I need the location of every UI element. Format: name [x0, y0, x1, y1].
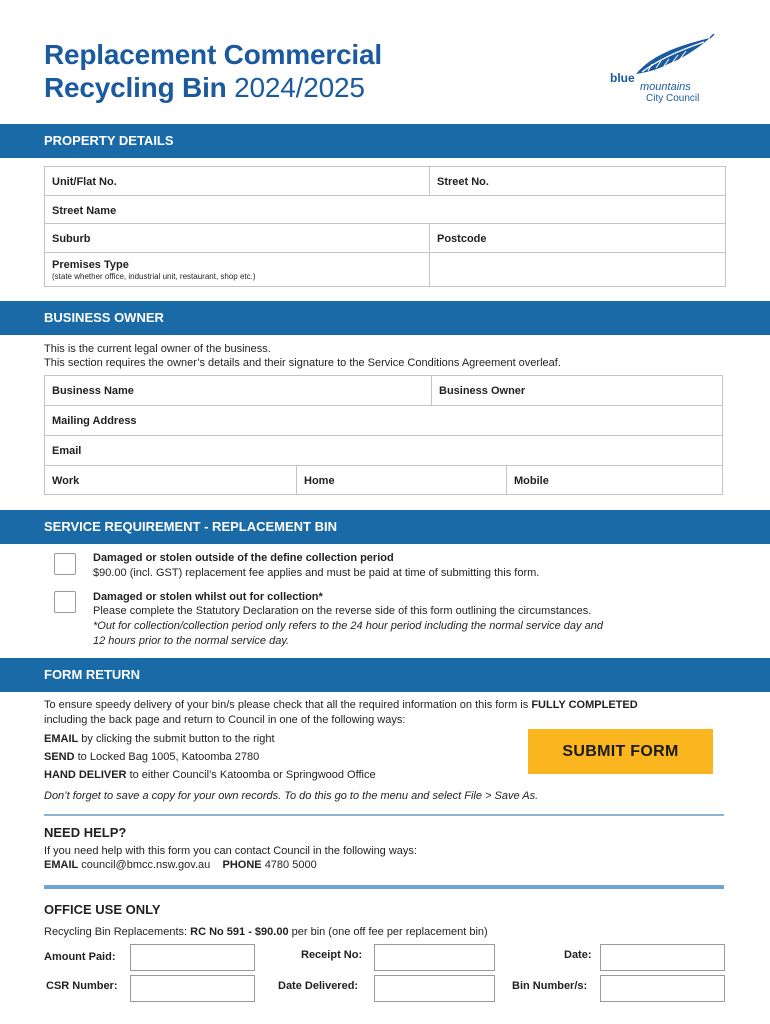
property-details-table [44, 166, 726, 287]
premises-type-hint: (state whether office, industrial unit, restaurant, shop etc.) [52, 272, 256, 281]
return-intro-2: including the back page and return to Council in one of the following ways: [44, 714, 406, 726]
receipt-no-input[interactable] [374, 944, 495, 971]
return-hand-text: to either Council’s Katoomba or Springwood Office [126, 769, 376, 781]
fee-post: per bin (one off fee per replacement bin) [288, 926, 488, 938]
home-label: Home [304, 475, 335, 487]
work-phone-field[interactable] [45, 466, 297, 495]
street-name-label: Street Name [52, 205, 117, 217]
home-phone-field[interactable] [297, 466, 507, 495]
help-intro: If you need help with this form you can contact Council in the following ways: [44, 845, 417, 857]
business-name-label: Business Name [52, 385, 134, 397]
business-owner-heading: BUSINESS OWNER [0, 301, 770, 335]
option-1-desc: $90.00 (incl. GST) replacement fee applies and must be paid at time of submitting this form. [93, 567, 540, 579]
business-name-field[interactable] [45, 376, 432, 406]
return-hand-line [44, 768, 376, 783]
business-owner-label: Business Owner [439, 385, 526, 397]
owner-intro-2: This section requires the owner’s details and their signature to the Service Conditions Agreement overleaf. [44, 357, 561, 369]
postcode-field[interactable] [430, 224, 726, 253]
property-details-heading: PROPERTY DETAILS [0, 124, 770, 158]
return-email-label: EMAIL [44, 733, 79, 745]
suburb-field[interactable] [45, 224, 430, 253]
submit-form-button[interactable]: SUBMIT FORM [528, 729, 713, 774]
service-requirement-heading: SERVICE REQUIREMENT - REPLACEMENT BIN [0, 510, 770, 544]
return-email-line [44, 732, 275, 747]
damaged-during-collection-checkbox[interactable] [54, 591, 76, 613]
logo-word-mountains: mountains [640, 81, 691, 93]
street-no-label: Street No. [437, 176, 489, 188]
damaged-outside-period-checkbox[interactable] [54, 553, 76, 575]
help-email-value[interactable]: council@bmcc.nsw.gov.au [81, 859, 211, 871]
return-send-text: to Locked Bag 1005, Katoomba 2780 [74, 751, 260, 763]
title-line-1: Replacement Commercial [44, 39, 382, 70]
return-hand-label: HAND DELIVER [44, 769, 127, 781]
street-name-field[interactable] [45, 196, 726, 224]
amount-paid-input[interactable] [130, 944, 255, 971]
mobile-label: Mobile [514, 475, 549, 487]
help-contacts [44, 858, 317, 873]
option-2-title: Damaged or stolen whilst out for collection* [93, 591, 323, 603]
need-help-heading: NEED HELP? [44, 825, 127, 840]
business-owner-field[interactable] [432, 376, 723, 406]
unit-label: Unit/Flat No. [52, 176, 117, 188]
return-send-label: SEND [44, 751, 75, 763]
form-return-heading: FORM RETURN [0, 658, 770, 692]
street-no-field[interactable] [430, 167, 726, 196]
return-email-text: by clicking the submit button to the right [78, 733, 275, 745]
title-line-2 [44, 71, 382, 104]
postcode-label: Postcode [437, 233, 487, 245]
mobile-phone-field[interactable] [507, 466, 723, 495]
bird-feather-icon [606, 34, 718, 106]
help-phone-value: 4780 5000 [264, 859, 317, 871]
council-logo [606, 34, 718, 106]
help-phone-label: PHONE [222, 859, 262, 871]
fully-completed-text: FULLY COMPLETED [531, 699, 638, 711]
page-title [44, 38, 382, 104]
logo-word-council: City Council [646, 93, 700, 104]
premises-type-input[interactable] [430, 253, 726, 287]
premises-type-label: Premises Type [52, 259, 129, 271]
logo-word-blue: blue [610, 71, 635, 85]
bin-numbers-label: Bin Number/s: [512, 980, 588, 992]
return-send-line [44, 750, 259, 765]
fee-pre: Recycling Bin Replacements: [44, 926, 191, 938]
csr-number-label: CSR Number: [46, 980, 118, 992]
return-intro-1-text: To ensure speedy delivery of your bin/s please check that all the required information on this form is [44, 699, 532, 711]
email-label: Email [52, 445, 82, 457]
date-delivered-label: Date Delivered: [278, 980, 359, 992]
premises-type-field[interactable] [45, 253, 430, 287]
return-intro-1 [44, 698, 638, 713]
option-2-note-2: 12 hours prior to the normal service day. [93, 635, 290, 647]
help-email-label: EMAIL [44, 859, 79, 871]
mailing-address-field[interactable] [45, 406, 723, 436]
owner-intro-1: This is the current legal owner of the business. [44, 343, 271, 355]
date-label: Date: [564, 949, 592, 961]
date-input[interactable] [600, 944, 725, 971]
option-2-desc: Please complete the Statutory Declaration on the reverse side of this form outlining the circumstances. [93, 605, 592, 617]
option-1-title: Damaged or stolen outside of the define collection period [93, 552, 394, 564]
office-use-heading: OFFICE USE ONLY [44, 902, 161, 917]
option-2-note-1: *Out for collection/collection period only refers to the 24 hour period including the normal service day and [93, 620, 603, 632]
divider-1 [44, 814, 724, 816]
unit-field[interactable] [45, 167, 430, 196]
divider-2 [44, 885, 724, 889]
fee-line [44, 925, 488, 940]
email-field[interactable] [45, 436, 723, 466]
title-year: 2024/2025 [234, 72, 365, 103]
save-copy-note: Don’t forget to save a copy for your own records. To do this go to the menu and select File > Save As. [44, 790, 539, 802]
csr-number-input[interactable] [130, 975, 255, 1002]
business-owner-table [44, 375, 723, 495]
mailing-address-label: Mailing Address [52, 415, 137, 427]
date-delivered-input[interactable] [374, 975, 495, 1002]
bin-numbers-input[interactable] [600, 975, 725, 1002]
fee-code: RC No 591 - $90.00 [190, 926, 289, 938]
title-bin-text: Recycling Bin [44, 72, 227, 103]
receipt-no-label: Receipt No: [301, 949, 363, 961]
suburb-label: Suburb [52, 233, 91, 245]
amount-paid-label: Amount Paid: [44, 951, 116, 963]
work-label: Work [52, 475, 80, 487]
